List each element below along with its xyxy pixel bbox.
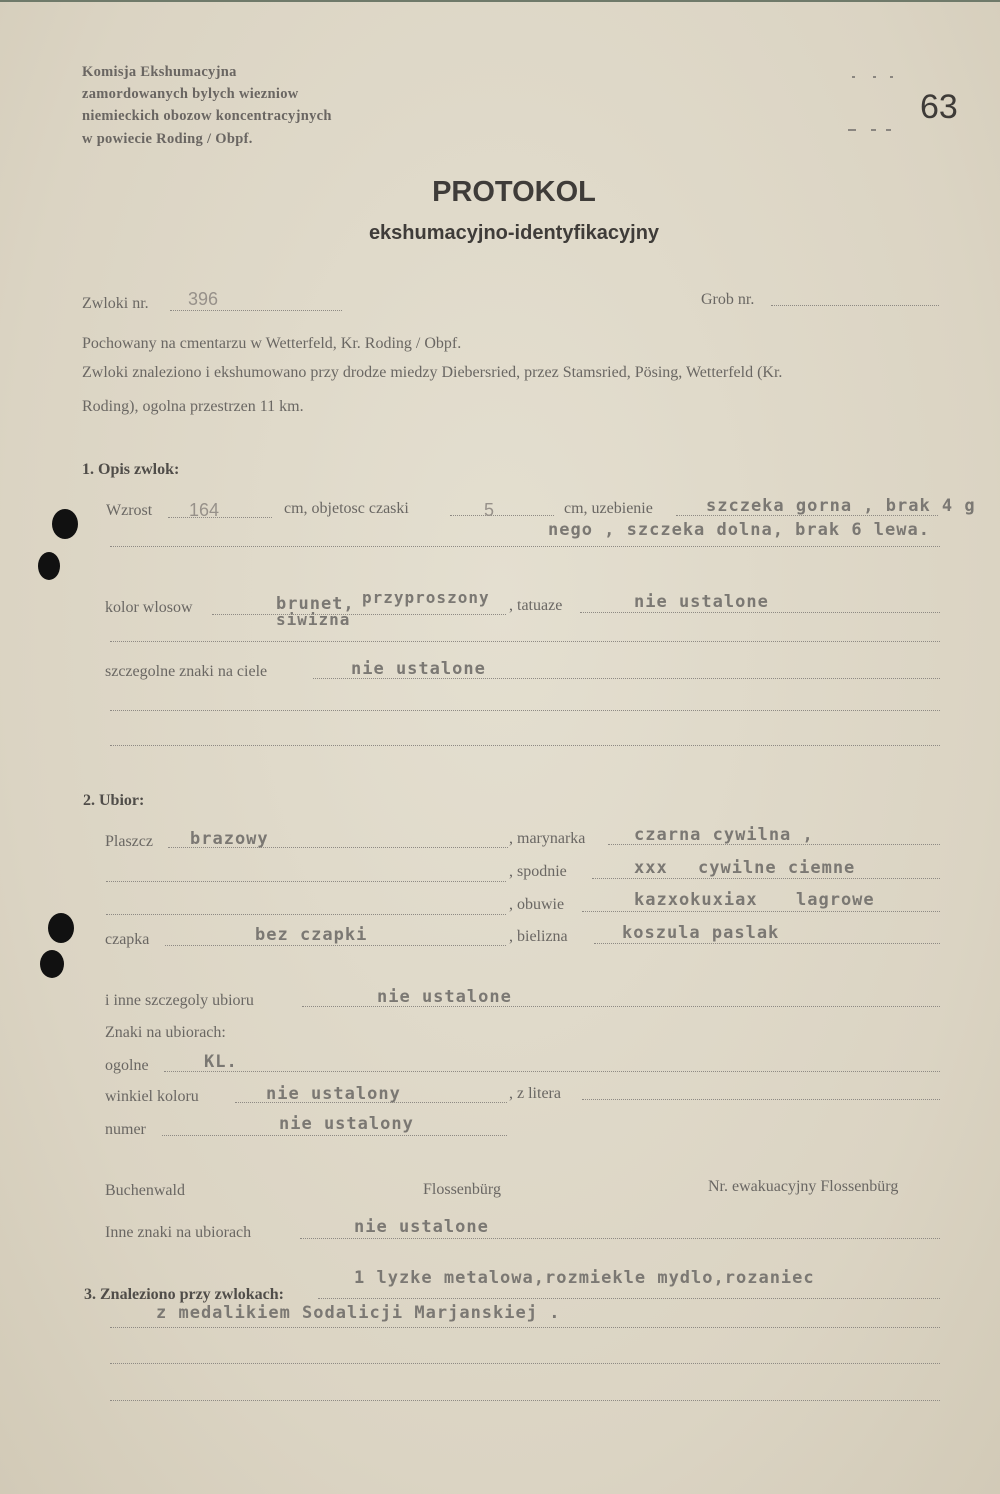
page-number: 63	[920, 88, 958, 126]
field-line	[212, 614, 506, 615]
spodnie-label: , spodnie	[509, 863, 567, 880]
field-line	[300, 1238, 940, 1239]
czaska-label: cm, objetosc czaski	[284, 500, 409, 517]
ewakuacyjny-label: Nr. ewakuacyjny Flossenbürg	[708, 1178, 899, 1195]
punch-hole	[38, 552, 60, 580]
page-title: PROTOKOL	[432, 176, 596, 208]
field-line	[170, 310, 342, 311]
kolor-value-3: siwizna	[276, 610, 351, 629]
winkiel-value: nie ustalony	[266, 1084, 401, 1104]
obuwie-struck: kazxokuxiax	[634, 890, 758, 910]
uzebienie-value-1: szczeka gorna , brak 4 g	[706, 496, 976, 516]
numer-value: nie ustalony	[279, 1114, 414, 1134]
czapka-label: czapka	[105, 931, 150, 948]
top-border	[0, 0, 1000, 2]
ogolne-label: ogolne	[105, 1057, 149, 1074]
kolor-value-2: przyproszony	[362, 588, 490, 607]
buchenwald-label: Buchenwald	[105, 1182, 185, 1199]
znaleziono-przy-line-1: 1 lyzke metalowa,rozmiekle mydlo,rozaniec	[354, 1268, 815, 1288]
inne-szczegoly-value: nie ustalone	[377, 987, 512, 1007]
field-line	[582, 1099, 940, 1100]
flossenburg-label: Flossenbürg	[423, 1181, 501, 1198]
punch-hole	[52, 509, 78, 539]
pencil-mark	[871, 129, 876, 131]
field-line	[162, 1135, 507, 1136]
plaszcz-value: brazowy	[190, 829, 269, 849]
z-litera-label: , z litera	[509, 1085, 561, 1102]
field-line	[164, 1071, 940, 1072]
field-line	[450, 515, 554, 516]
field-line	[106, 914, 506, 915]
pencil-mark	[886, 129, 891, 131]
uzebienie-value-2: nego , szczeka dolna, brak 6 lewa.	[548, 520, 930, 540]
inne-znaki-label: Inne znaki na ubiorach	[105, 1224, 252, 1241]
znaki-cialo-value: nie ustalone	[351, 659, 486, 679]
winkiel-label: winkiel koloru	[105, 1088, 199, 1105]
field-line	[110, 1327, 940, 1328]
pencil-mark	[848, 129, 856, 131]
punch-hole	[48, 913, 74, 943]
znaki-ubior-label: Znaki na ubiorach:	[105, 1024, 226, 1041]
pencil-mark	[852, 76, 855, 78]
field-line	[110, 1400, 940, 1401]
kolor-value-1: brunet,	[276, 594, 355, 614]
section-1-title: 1. Opis zwlok:	[82, 461, 180, 478]
field-line	[165, 945, 506, 946]
plaszcz-label: Plaszcz	[105, 833, 153, 850]
obuwie-label: , obuwie	[509, 896, 565, 913]
spodnie-value: cywilne ciemne	[698, 858, 856, 878]
pencil-mark	[873, 76, 876, 78]
ogolne-value: KL.	[204, 1052, 238, 1072]
field-line	[110, 745, 940, 746]
bielizna-label: , bielizna	[509, 928, 568, 945]
section-2-title: 2. Ubior:	[83, 792, 145, 809]
field-line	[110, 1363, 940, 1364]
pencil-mark	[890, 76, 893, 78]
kolor-label: kolor wlosow	[105, 599, 193, 616]
inne-znaki-value: nie ustalone	[354, 1217, 489, 1237]
field-line	[592, 878, 940, 879]
field-line	[168, 517, 272, 518]
field-line	[110, 546, 940, 547]
wzrost-value: 164	[189, 500, 220, 520]
tatuaze-value: nie ustalone	[634, 592, 769, 612]
field-line	[580, 612, 940, 613]
bielizna-value: koszula paslak	[622, 923, 780, 943]
znaki-cialo-label: szczegolne znaki na ciele	[105, 663, 268, 680]
section-3-title: 3. Znaleziono przy zwlokach:	[84, 1286, 284, 1303]
numer-label: numer	[105, 1121, 146, 1138]
czaska-value: 5	[484, 500, 495, 520]
tatuaze-label: , tatuaze	[509, 597, 563, 614]
inne-szczegoly-label: i inne szczegoly ubioru	[105, 992, 254, 1009]
zwloki-label: Zwloki nr.	[82, 295, 149, 312]
field-line	[110, 641, 940, 642]
marynarka-label: , marynarka	[509, 830, 586, 847]
punch-hole	[40, 950, 64, 978]
zwloki-value: 396	[188, 289, 219, 309]
field-line	[110, 710, 940, 711]
wzrost-label: Wzrost	[106, 502, 153, 519]
committee-line-1: Komisja Ekshumacyjna	[82, 64, 237, 80]
field-line	[582, 911, 940, 912]
committee-line-4: w powiecie Roding / Obpf.	[82, 131, 253, 147]
obuwie-value: lagrowe	[796, 890, 875, 910]
field-line	[106, 881, 506, 882]
field-line	[318, 1298, 940, 1299]
znaleziono-line-1: Zwloki znaleziono i ekshumowano przy drodze miedzy Diebersried, przez Stamsried, Pösing, Wetterfeld (Kr.	[82, 364, 783, 381]
page-subtitle: ekshumacyjno-identyfikacyjny	[368, 222, 660, 244]
field-line	[594, 943, 940, 944]
field-line	[771, 305, 939, 306]
committee-line-3: niemieckich obozow koncentracyjnych	[82, 108, 332, 124]
uzebienie-label: cm, uzebienie	[564, 500, 653, 517]
marynarka-value: czarna cywilna ,	[634, 825, 814, 845]
pochowany-text: Pochowany na cmentarzu w Wetterfeld, Kr. Roding / Obpf.	[82, 335, 462, 352]
spodnie-struck: xxx	[634, 858, 668, 878]
committee-line-2: zamordowanych bylych wiezniow	[82, 86, 299, 102]
znaleziono-line-2: Roding), ogolna przestrzen 11 km.	[82, 398, 304, 415]
znaleziono-przy-line-2: z medalikiem Sodalicji Marjanskiej .	[156, 1303, 561, 1323]
czapka-value: bez czapki	[255, 925, 368, 945]
grob-label: Grob nr.	[701, 291, 755, 308]
